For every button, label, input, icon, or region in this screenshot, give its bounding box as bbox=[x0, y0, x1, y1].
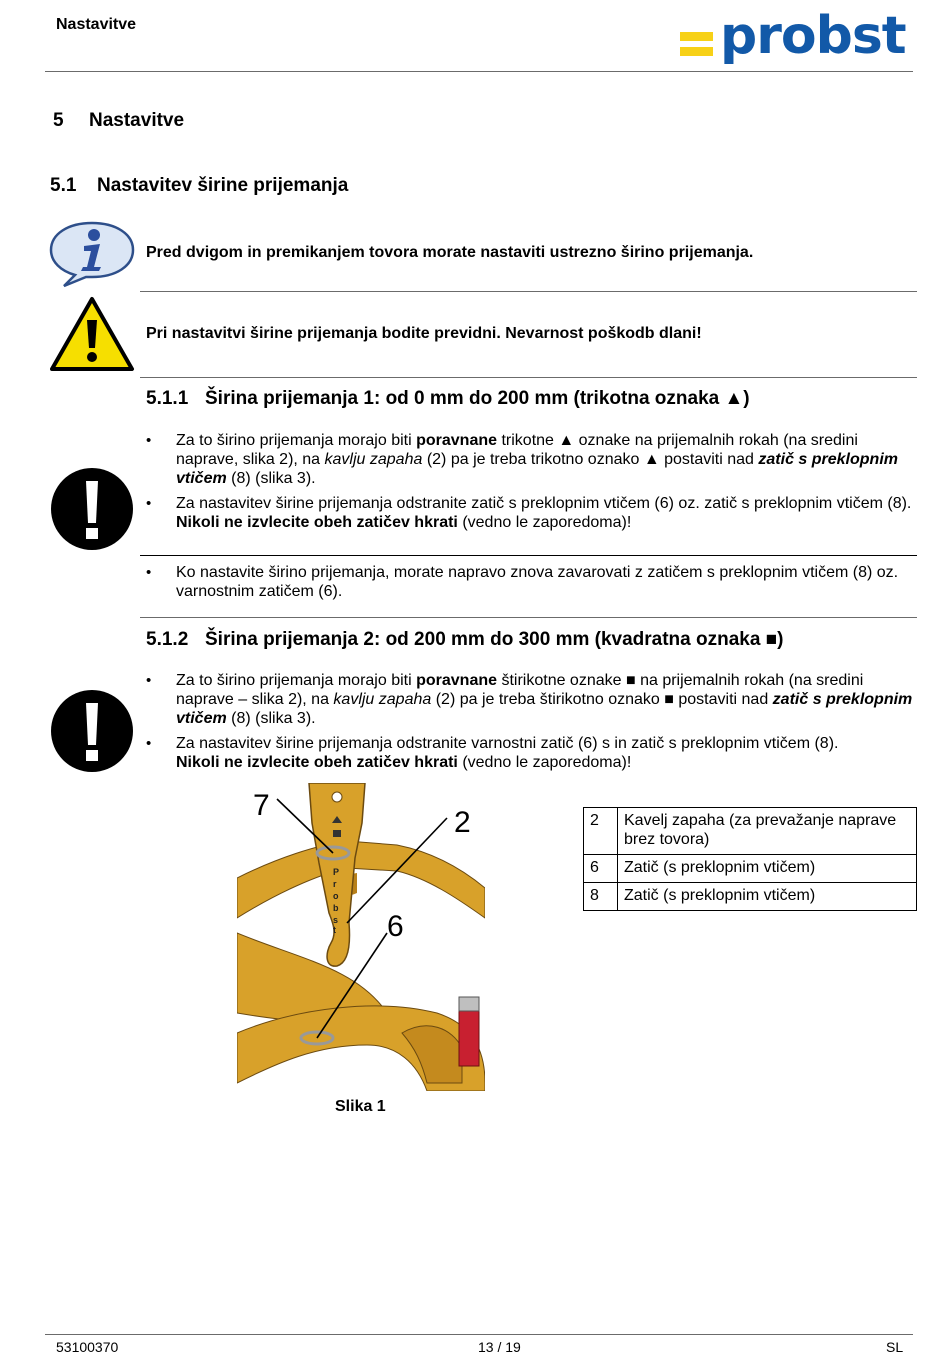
header-rule bbox=[45, 71, 913, 72]
logo-bar-top bbox=[680, 32, 713, 41]
subsection-number: 5.1 bbox=[50, 175, 77, 196]
svg-text:s: s bbox=[333, 915, 339, 925]
legend-num: 2 bbox=[584, 808, 618, 855]
sub1-bullet-3: • Ko nastavite širino prijemanja, morate napravo znova zavarovati z zatičem s preklopnim vtičem (8) oz. varnostnim zatičem (6). bbox=[146, 563, 916, 601]
warning-notice-text: Pri nastavitvi širine prijemanja bodite previdni. Nevarnost poškodb dlani! bbox=[146, 325, 702, 342]
rule-4 bbox=[140, 617, 917, 618]
legend-row bbox=[584, 883, 917, 911]
callout-6: 6 bbox=[387, 910, 404, 943]
exclamation-icon bbox=[50, 467, 134, 551]
section-title: Nastavitve bbox=[89, 110, 185, 131]
sub1-number: 5.1.1 bbox=[146, 388, 189, 409]
legend-num: 8 bbox=[584, 883, 618, 911]
warning-icon bbox=[49, 296, 135, 372]
callout-7: 7 bbox=[253, 789, 270, 822]
sub2-heading bbox=[146, 629, 784, 651]
svg-text:r: r bbox=[333, 879, 337, 889]
sub1-bullet-2: • Za nastavitev širine prijemanja odstranite zatič s preklopnim vtičem (6) oz. zatič s preklopnim vtičem (8). Nikoli ne izvlecite obeh zatičev hkrati (vedno le zaporedoma)! bbox=[146, 494, 916, 532]
logo-bar-bottom bbox=[680, 47, 713, 56]
sub2-bullets bbox=[146, 671, 916, 778]
section-heading bbox=[53, 110, 184, 132]
sub1-bullets bbox=[146, 431, 916, 538]
legend-row bbox=[584, 808, 917, 855]
probst-logo bbox=[680, 6, 906, 68]
rule-1 bbox=[140, 291, 917, 292]
logo-text: probst bbox=[720, 6, 906, 66]
sub2-bullet-1: • Za to širino prijemanja morajo biti poravnane štirikotne oznake ■ na prijemalnih rokah (na sredini naprave – slika 2), na kavlju zapaha (2) pa je treba štirikotno oznako ■ postaviti nad zatič s preklopnim vtičem (8) (slika 3). bbox=[146, 671, 916, 728]
legend-text: Zatič (s preklopnim vtičem) bbox=[618, 883, 917, 911]
rule-2 bbox=[140, 377, 917, 378]
rule-3 bbox=[140, 555, 917, 556]
exclamation-icon bbox=[50, 689, 134, 773]
sub2-number: 5.1.2 bbox=[146, 629, 189, 650]
svg-text:t: t bbox=[333, 925, 336, 935]
hook-lettering: P bbox=[333, 867, 340, 877]
footer-lang: SL bbox=[886, 1339, 904, 1355]
sub1-bullets-after bbox=[146, 563, 916, 607]
callout-2: 2 bbox=[454, 806, 471, 839]
footer-doc-number: 53100370 bbox=[56, 1339, 119, 1355]
header-title: Nastavitve bbox=[56, 16, 137, 33]
svg-text:o: o bbox=[333, 891, 339, 901]
svg-text:b: b bbox=[333, 903, 339, 913]
sub1-title: Širina prijemanja 1: od 0 mm do 200 mm (trikotna oznaka ▲) bbox=[205, 388, 750, 409]
footer-page: 13 / 19 bbox=[478, 1339, 521, 1355]
subsection-title: Nastavitev širine prijemanja bbox=[97, 175, 349, 196]
section-number: 5 bbox=[53, 110, 64, 131]
legend-text: Kavelj zapaha (za prevažanje naprave brez tovora) bbox=[618, 808, 917, 855]
figure-photo bbox=[237, 783, 485, 1091]
subsection-heading bbox=[50, 175, 348, 197]
sub1-heading bbox=[146, 388, 750, 410]
legend-table bbox=[583, 807, 917, 911]
legend-row bbox=[584, 855, 917, 883]
info-icon bbox=[48, 220, 136, 288]
info-notice-text: Pred dvigom in premikanjem tovora morate nastaviti ustrezno širino prijemanja. bbox=[146, 244, 754, 261]
sub1-bullet-1: • Za to širino prijemanja morajo biti poravnane trikotne ▲ oznake na prijemalnih rokah (na sredini naprave, slika 2), na kavlju zapaha (2) pa je treba trikotno oznako ▲ postaviti nad zatič s preklopnim vtičem (8) (slika 3). bbox=[146, 431, 916, 488]
figure-caption: Slika 1 bbox=[335, 1098, 386, 1115]
sub2-title: Širina prijemanja 2: od 200 mm do 300 mm (kvadratna oznaka ■) bbox=[205, 629, 784, 650]
legend-num: 6 bbox=[584, 855, 618, 883]
legend-text: Zatič (s preklopnim vtičem) bbox=[618, 855, 917, 883]
sub2-bullet-2: • Za nastavitev širine prijemanja odstranite varnostni zatič (6) s in zatič s preklopnim vtičem (8). Nikoli ne izvlecite obeh zatičev hkrati (vedno le zaporedoma)! bbox=[146, 734, 916, 772]
footer-rule bbox=[45, 1334, 913, 1335]
